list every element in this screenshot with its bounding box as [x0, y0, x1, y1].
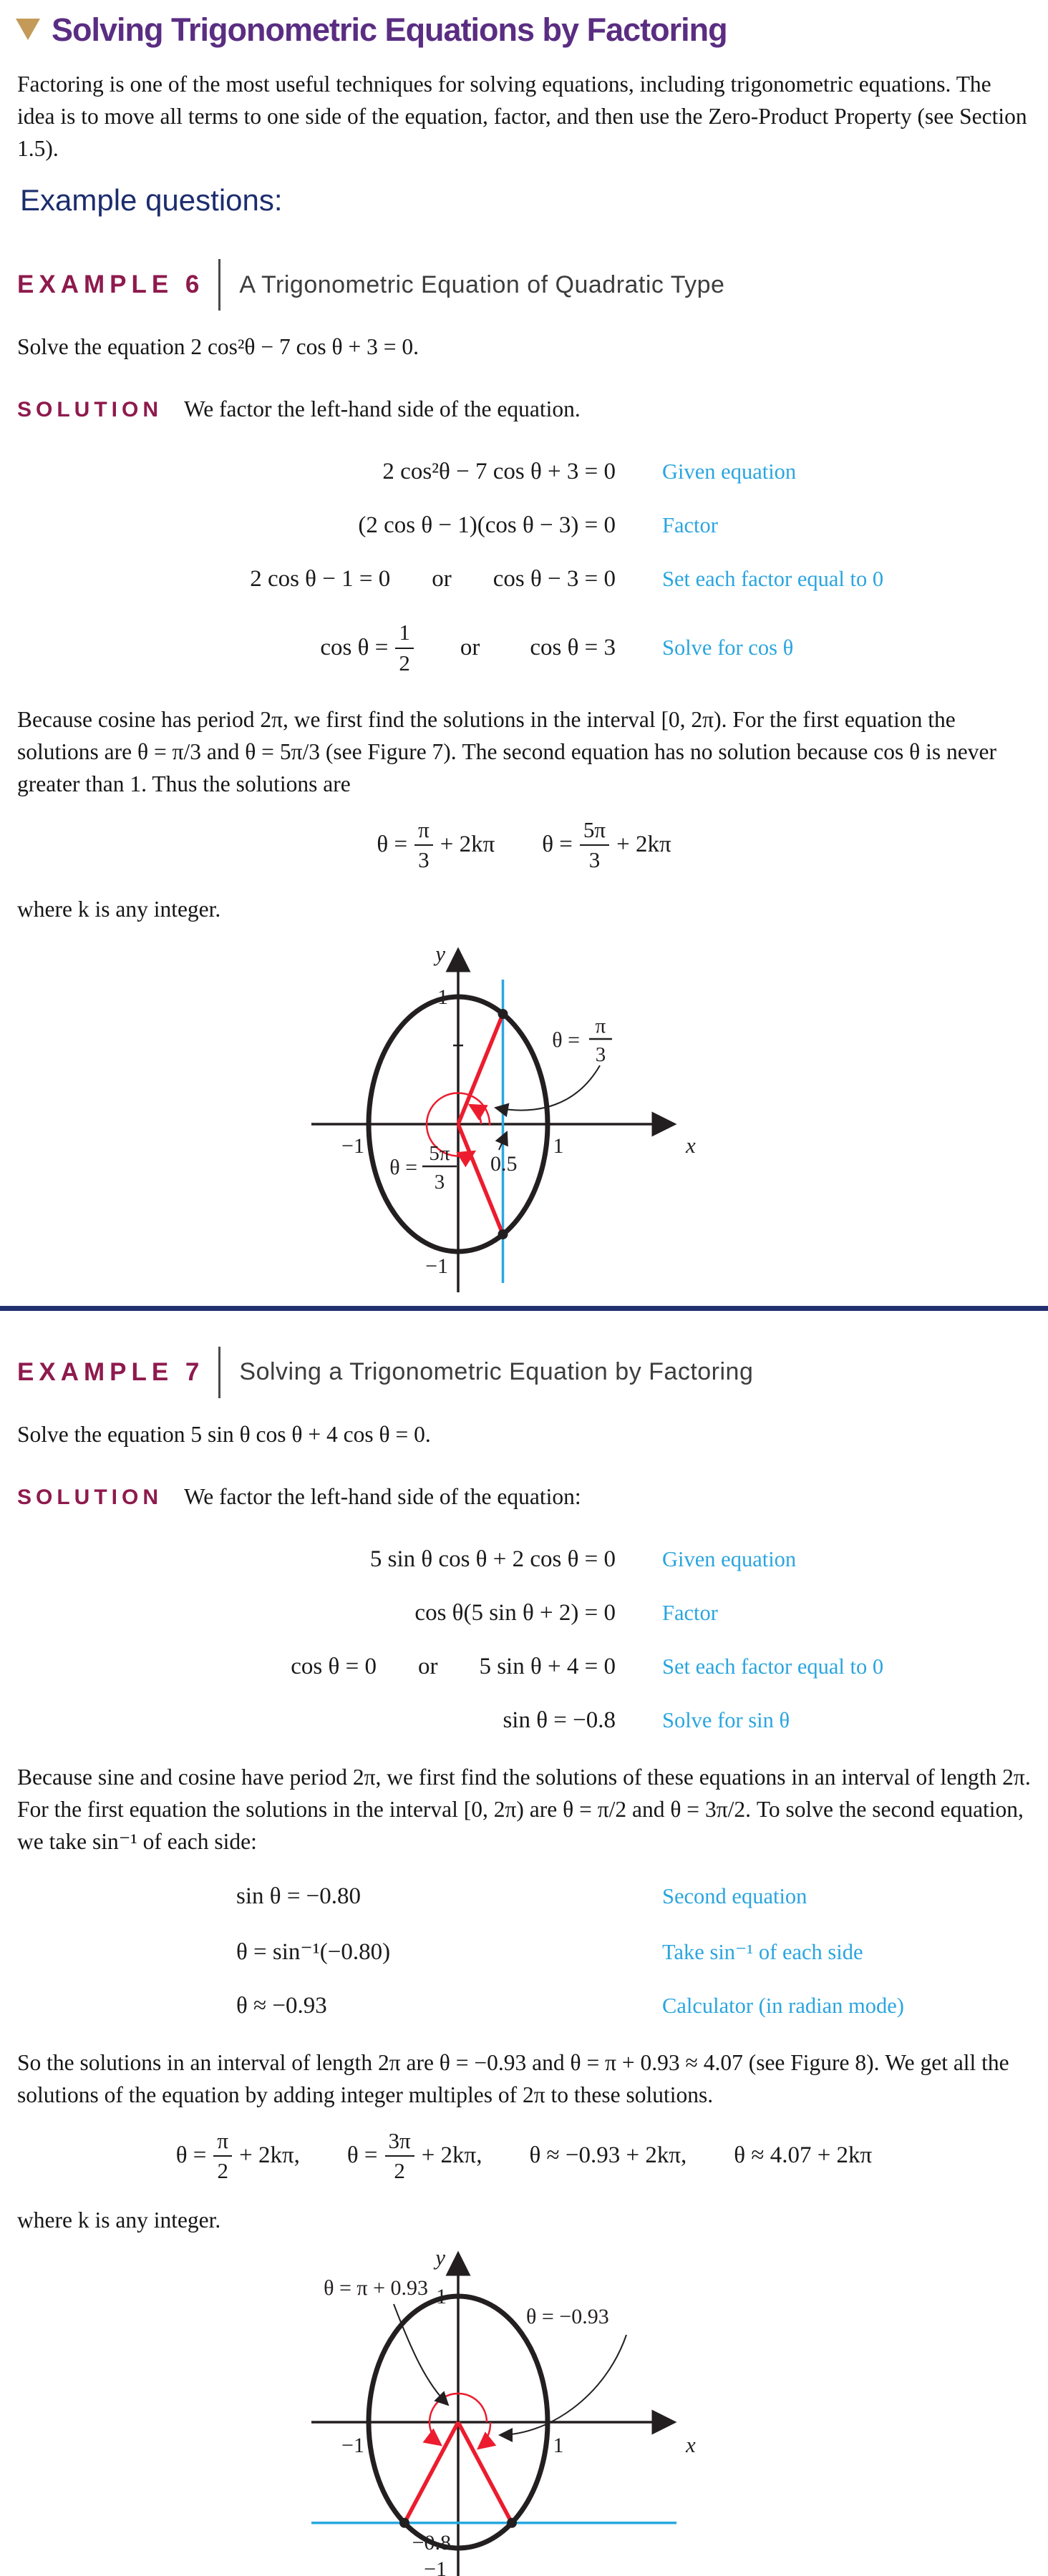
solution-point-upper [498, 1009, 508, 1019]
equation: 2 cos²θ − 7 cos θ + 3 = 0 [382, 459, 616, 485]
fraction-numerator: π [217, 2127, 229, 2153]
equation-left: 2 cos θ − 1 = 0 [250, 566, 391, 592]
solution-label: SOLUTION [17, 398, 162, 422]
example6-title: A Trigonometric Equation of Quadratic Type [239, 270, 725, 298]
left-tick-label: −1 [341, 1133, 364, 1158]
example7-header [17, 1347, 1048, 1398]
example7-solutions [0, 2128, 1048, 2184]
line-value-label: −0.8 [412, 2531, 451, 2555]
figure-8-unit-circle [136, 2243, 780, 2576]
solution-intro: We factor the left-hand side of the equation. [184, 396, 581, 422]
y-axis-label: y [435, 940, 445, 966]
equation: 5 sin θ cos θ + 2 cos θ = 0 [369, 1546, 616, 1572]
step-row [0, 1937, 1048, 1966]
example7-solution-line [17, 1480, 1031, 1513]
angle-arc-pi-over-3 [470, 1105, 481, 1124]
section-marker-triangle-icon [16, 19, 40, 40]
solution-pre: θ = [377, 831, 408, 858]
section-title: Solving Trigonometric Equations by Factoring [52, 11, 727, 48]
svg-text:θ =: θ = [389, 1155, 417, 1179]
equation-right: cos θ − 3 = 0 [493, 566, 616, 592]
solution-pre: θ = [346, 2142, 378, 2169]
solution-post: + 2kπ, [239, 2142, 300, 2169]
example6-where-clause: where k is any integer. [17, 896, 221, 922]
step-note: Factor [662, 1600, 718, 1625]
example7-title: Solving a Trigonometric Equation by Factoring [239, 1358, 754, 1386]
or-word: or [460, 634, 480, 660]
fraction-denominator: 3 [580, 844, 609, 873]
solution-point-left [399, 2518, 409, 2528]
step-note: Second equation [662, 1883, 807, 1908]
step-note: Factor [662, 513, 718, 538]
fraction-numerator: 5π [583, 816, 606, 842]
terminal-side-5pi-over-3 [458, 1124, 503, 1234]
solution-label: SOLUTION [17, 1485, 162, 1509]
svg-text:π: π [595, 1014, 606, 1038]
step-row [0, 1993, 1048, 2019]
section-divider [0, 1306, 1048, 1311]
step-row [0, 512, 1048, 539]
example7-steps2 [0, 1883, 1048, 2019]
example6-paragraph: Because cosine has period 2π, we first find the solutions in the interval [0, 2π). For the first equation the solutions are θ = π/3 and θ = 5π/3 (see Figure 7). The second equation has no solution because cos θ is never greater than 1. Thus the solutions are [17, 706, 996, 796]
step-row [0, 459, 1048, 485]
equation: θ ≈ −0.93 [236, 1992, 327, 2019]
equation-right: cos θ = 3 [530, 634, 616, 660]
solution-pre: θ = [175, 2142, 207, 2169]
fraction-denominator: 2 [395, 648, 414, 676]
fraction-numerator: 1 [399, 620, 410, 645]
step-note: Set each factor equal to 0 [662, 1654, 884, 1679]
example7-where-clause: where k is any integer. [17, 2207, 221, 2233]
example7-problem: Solve the equation 5 sin θ cos θ + 4 cos θ = 0. [17, 1421, 431, 1447]
x-axis-label: x [686, 2432, 696, 2458]
step-row [0, 620, 1048, 675]
equation: (2 cos θ − 1)(cos θ − 3) = 0 [358, 512, 616, 539]
equation: sin θ = −0.80 [236, 1883, 362, 1909]
svg-text:3: 3 [595, 1043, 606, 1066]
step-note: Given equation [662, 459, 797, 484]
solution-post: + 2kπ [616, 831, 671, 858]
equation-left: cos θ = [320, 634, 389, 660]
step-note: Solve for cos θ [662, 635, 794, 660]
step-note: Set each factor equal to 0 [662, 567, 884, 592]
solution-expression: θ ≈ −0.93 + 2kπ, [529, 2142, 687, 2169]
solution-point-right [507, 2518, 517, 2528]
terminal-side-right [458, 2422, 512, 2523]
step-row [0, 1600, 1048, 1626]
top-tick-label: 1 [436, 2285, 447, 2309]
figure-7-unit-circle [136, 938, 780, 1296]
step-note: Take sin⁻¹ of each side [662, 1939, 863, 1964]
fraction-denominator: 3 [414, 844, 433, 873]
fraction [385, 2128, 414, 2184]
or-word: or [417, 1653, 438, 1679]
example7-paragraph2: So the solutions in an interval of length 2π are θ = −0.93 and θ = π + 0.93 ≈ 4.07 (see Figure 8). We get all the solutions of the equation by adding integer multiples of 2π to these solutions. [17, 2049, 1009, 2107]
fraction [414, 817, 433, 873]
solution-expression [377, 817, 495, 873]
svg-text:5π: 5π [429, 1141, 450, 1165]
step-note: Solve for sin θ [662, 1707, 790, 1732]
fraction [395, 620, 414, 675]
y-axis-label: y [435, 2245, 445, 2270]
example7-steps [0, 1546, 1048, 1734]
angle-left-label: θ = π + 0.93 [324, 2276, 428, 2301]
fraction-denominator: 2 [385, 2155, 414, 2184]
example-questions-label: Example questions: [20, 183, 283, 218]
solution-intro: We factor the left-hand side of the equation: [184, 1483, 581, 1509]
solution-post: + 2kπ [440, 831, 495, 858]
fraction [213, 2128, 232, 2184]
header-divider-bar [218, 1347, 220, 1398]
solution-pre: θ = [542, 831, 573, 858]
fraction-numerator: 3π [388, 2127, 411, 2153]
top-tick-label: 1 [437, 985, 448, 1009]
label-arrow-right [500, 2335, 626, 2435]
terminal-side-left [404, 2422, 458, 2523]
fraction-numerator: π [418, 816, 430, 842]
solution-expression [542, 817, 671, 873]
example6-header [17, 259, 1048, 311]
line-value-label: 0.5 [490, 1151, 518, 1176]
step-note: Given equation [662, 1546, 797, 1571]
equation-left: cos θ = 0 [291, 1653, 377, 1679]
solution-post: + 2kπ, [421, 2142, 482, 2169]
solution-point-lower [498, 1229, 508, 1239]
example6-label: EXAMPLE 6 [17, 270, 205, 299]
step-note: Calculator (in radian mode) [662, 1993, 904, 2018]
angle-arc-minus-0-93 [478, 2422, 490, 2449]
bottom-tick-label: −1 [425, 1254, 448, 1278]
angle-label-pi-over-3 [552, 1015, 612, 1066]
svg-text:3: 3 [434, 1170, 445, 1194]
step-row [0, 566, 1048, 592]
step-row [0, 1654, 1048, 1680]
step-row [0, 1707, 1048, 1734]
example6-problem: Solve the equation 2 cos²θ − 7 cos θ + 3 = 0. [17, 334, 419, 360]
right-tick-label: 1 [553, 1133, 564, 1158]
angle-label-5pi-over-3 [389, 1142, 457, 1194]
fraction [580, 817, 609, 873]
label-arrow-left [394, 2304, 448, 2405]
example7-paragraph1: Because sine and cosine have period 2π, we first find the solutions of these equations in an interval of length 2π. For the first equation the solutions in the interval [0, 2π) are θ = π/2 and θ = 3π/2. To solve the second equation, we take sin⁻¹ of each side: [17, 1764, 1031, 1854]
example6-steps [0, 459, 1048, 675]
solution-expression [176, 2128, 300, 2184]
section-header [0, 0, 1048, 47]
header-divider-bar [218, 259, 220, 311]
step-row [0, 1546, 1048, 1573]
svg-text:θ =: θ = [552, 1028, 580, 1052]
right-tick-label: 1 [553, 2434, 564, 2458]
x-axis-label: x [686, 1132, 696, 1158]
angle-right-label: θ = −0.93 [526, 2305, 609, 2329]
equation: sin θ = −0.8 [503, 1707, 616, 1733]
equation-right: 5 sin θ + 4 = 0 [479, 1653, 616, 1679]
example6-solution-line [17, 393, 1031, 426]
equation: θ = sin⁻¹(−0.80) [236, 1938, 391, 1965]
left-tick-label: −1 [341, 2434, 364, 2458]
solution-expression [347, 2128, 482, 2184]
example7-label: EXAMPLE 7 [17, 1357, 205, 1386]
step-row [0, 1883, 1048, 1910]
example6-solutions [0, 817, 1048, 873]
section-intro-paragraph: Factoring is one of the most useful techniques for solving equations, including trigonometric equations. The idea is to move all terms to one side of the equation, factor, and then use the Zero-Product Property (see Section 1.5). [17, 72, 1027, 162]
or-word: or [432, 566, 452, 592]
equation: cos θ(5 sin θ + 2) = 0 [414, 1599, 616, 1626]
bottom-tick-label: −1 [424, 2557, 447, 2576]
solution-expression: θ ≈ 4.07 + 2kπ [734, 2142, 873, 2169]
fraction-denominator: 2 [213, 2155, 232, 2184]
